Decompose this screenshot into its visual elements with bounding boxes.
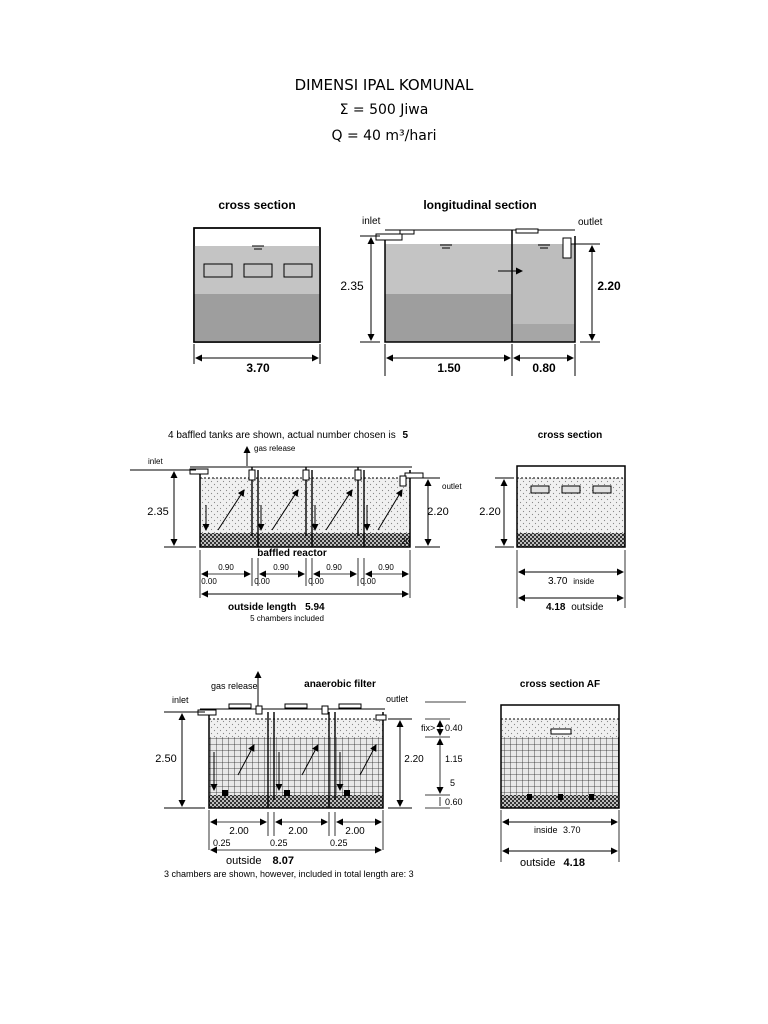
settler-longitudinal-section bbox=[340, 198, 621, 376]
baffled-inside-word: inside bbox=[573, 577, 595, 586]
af-chamber-len: 2.00 bbox=[288, 826, 308, 837]
anaerobic-filter-longitudinal bbox=[155, 672, 466, 879]
af-dim-mid: 1.15 bbox=[445, 754, 463, 764]
baffled-reactor-longitudinal bbox=[130, 430, 462, 623]
baffled-gas-release: gas release bbox=[254, 444, 296, 453]
settler-len2: 0.80 bbox=[532, 361, 556, 375]
baffled-outside-word: outside bbox=[571, 602, 604, 613]
settler-height-left: 2.35 bbox=[340, 279, 364, 293]
svg-text:3.70 inside bbox=[548, 576, 595, 587]
baffle-opening bbox=[204, 264, 232, 277]
af-height-right: 2.20 bbox=[404, 754, 424, 765]
baffle-opening bbox=[562, 486, 580, 493]
af-chamber-len: 2.00 bbox=[345, 826, 365, 837]
baffled-outside-width: 4.18 bbox=[546, 602, 566, 613]
baffled-outside-length: 5.94 bbox=[305, 602, 325, 613]
settler-height-right: 2.20 bbox=[597, 279, 621, 293]
af-inside-width: 3.70 bbox=[563, 825, 581, 835]
af-gas-release: gas release bbox=[211, 681, 258, 691]
baffled-cross-section bbox=[479, 430, 625, 613]
af-fix-label: fix> bbox=[421, 723, 436, 733]
af-chambers-note: 3 chambers are shown, however, included in total length are: 3 bbox=[164, 869, 414, 879]
flow-label: Q = 40 m³/hari bbox=[331, 128, 437, 144]
baffled-small-dim: .20 bbox=[399, 537, 411, 546]
settler-long-title: longitudinal section bbox=[423, 198, 537, 212]
svg-text:4.18 outside bbox=[546, 602, 604, 613]
baffled-reactor-label: baffled reactor bbox=[257, 548, 327, 559]
settler-inlet-label: inlet bbox=[362, 216, 381, 227]
settler-outlet-label: outlet bbox=[578, 217, 603, 228]
svg-text:4 baffled tanks are shown, act bbox=[168, 430, 409, 441]
baffled-chamber-len: 0.90 bbox=[218, 563, 234, 572]
baffle-opening bbox=[531, 486, 549, 493]
settler-cross-section bbox=[194, 198, 320, 375]
baffled-chamber-len: 0.90 bbox=[273, 563, 289, 572]
baffled-wall-gap: 0.00 bbox=[254, 577, 270, 586]
af-title: anaerobic filter bbox=[304, 679, 376, 690]
baffled-cross-title: cross section bbox=[537, 430, 603, 441]
baffled-cross-height: 2.20 bbox=[479, 506, 501, 518]
af-cross-title: cross section AF bbox=[519, 679, 601, 690]
af-chamber-len: 2.00 bbox=[229, 826, 249, 837]
baffled-wall-gap: 0.00 bbox=[201, 577, 217, 586]
baffled-chamber-len: 0.90 bbox=[378, 563, 394, 572]
af-outside-length: 8.07 bbox=[272, 855, 294, 867]
af-dim-top: 0.40 bbox=[445, 723, 463, 733]
baffled-chamber-len: 0.90 bbox=[326, 563, 342, 572]
baffled-wall-gap: 0.00 bbox=[360, 577, 376, 586]
baffle-opening bbox=[284, 264, 312, 277]
baffled-note: 4 baffled tanks are shown, actual number chosen is bbox=[168, 430, 396, 441]
baffled-inside-width: 3.70 bbox=[548, 576, 568, 587]
af-outside-label: outside bbox=[226, 855, 262, 867]
baffled-wall-gap: 0.00 bbox=[308, 577, 324, 586]
af-cross-section bbox=[501, 679, 619, 869]
settler-width-label: 3.70 bbox=[246, 361, 270, 375]
af-dim-five: 5 bbox=[450, 778, 456, 788]
svg-text:outside 8.07 bbox=[226, 855, 294, 867]
baffled-outside-length-label: outside length bbox=[228, 602, 297, 613]
baffle-opening bbox=[593, 486, 611, 493]
baffled-height-right: 2.20 bbox=[427, 506, 449, 518]
page-title: DIMENSI IPAL KOMUNAL bbox=[294, 76, 474, 94]
af-gap: 0.25 bbox=[213, 838, 231, 848]
baffled-chambers-note: 5 chambers included bbox=[250, 614, 324, 623]
af-inside-label: inside bbox=[534, 825, 558, 835]
svg-text:inside 3.70 bbox=[534, 825, 581, 835]
af-gap: 0.25 bbox=[330, 838, 348, 848]
population-label: Σ = 500 Jiwa bbox=[339, 102, 429, 118]
af-gap: 0.25 bbox=[270, 838, 288, 848]
svg-text:outside 4.18 bbox=[520, 857, 585, 869]
svg-text:outside length 5.94 bbox=[228, 602, 325, 613]
settler-cross-title: cross section bbox=[218, 198, 296, 212]
af-height-left: 2.50 bbox=[155, 753, 177, 765]
baffled-inlet-label: inlet bbox=[148, 457, 163, 466]
settler-len1: 1.50 bbox=[437, 361, 461, 375]
af-cross-outside-width: 4.18 bbox=[563, 857, 585, 869]
baffled-outlet-label: outlet bbox=[442, 482, 462, 491]
af-inlet-label: inlet bbox=[172, 695, 189, 705]
af-dim-bottom: 0.60 bbox=[445, 797, 463, 807]
af-cross-outside-label: outside bbox=[520, 857, 556, 869]
baffled-height-left: 2.35 bbox=[147, 506, 169, 518]
baffle-opening bbox=[244, 264, 272, 277]
af-outlet-label: outlet bbox=[386, 694, 409, 704]
baffled-note-number: 5 bbox=[402, 430, 409, 441]
